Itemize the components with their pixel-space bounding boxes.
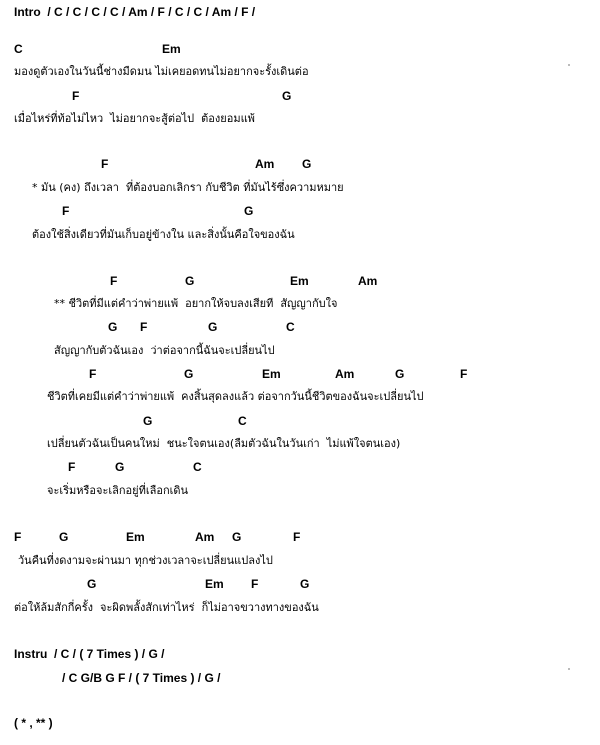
chord: G [108, 320, 118, 334]
chord: C [193, 460, 202, 474]
chord-row [0, 531, 600, 545]
chord-row [0, 158, 600, 172]
chord: C [286, 320, 295, 334]
lyric-line: ชีวิตที่เคยมีแต่คำว่าพ่ายแพ้ คงสิ้นสุดลงแล้ว ต่อจากวันนี้ชีวิตของฉันจะเปลี่ยนไป [47, 390, 424, 403]
chord-row [0, 205, 600, 219]
chord-row [0, 461, 600, 475]
chord: G [87, 577, 97, 591]
chord: Em [126, 530, 145, 544]
chord: F [293, 530, 301, 544]
chord-row [0, 90, 600, 104]
chord: G [143, 414, 153, 428]
scan-speck [568, 668, 570, 670]
chord-row [0, 43, 600, 57]
chord: Em [262, 367, 281, 381]
chord: G [208, 320, 218, 334]
chord-row [0, 578, 600, 592]
chord: G [115, 460, 125, 474]
chord: G [300, 577, 310, 591]
chord: G [185, 274, 195, 288]
lyric-line: เปลี่ยนตัวฉันเป็นคนใหม่ ชนะใจตนเอง(ลืมตัวฉันในวันเก่า ไม่แพ้ใจตนเอง) [47, 437, 401, 450]
chord: F [72, 89, 80, 103]
chord: F [89, 367, 97, 381]
chord: Em [162, 42, 181, 56]
chord: G [59, 530, 69, 544]
lyric-line: จะเริ่มหรือจะเลิกอยู่ที่เลือกเดิน [47, 484, 189, 497]
chord: Am [255, 157, 275, 171]
chord-row [0, 368, 600, 382]
chord: Em [290, 274, 309, 288]
chord: Am [195, 530, 215, 544]
chord: F [251, 577, 259, 591]
chord: G [395, 367, 405, 381]
lyric-line: ต้องใช้สิ่งเดียวที่มันเก็บอยู่ข้างใน และสิ่งนั้นคือใจของฉัน [32, 228, 295, 241]
chord: C [238, 414, 247, 428]
chord-row [0, 275, 600, 289]
lyric-line: * มัน (คง) ถึงเวลา ที่ต้องบอกเลิกรา กับชีวิต ที่มันไร้ซึ่งความหมาย [32, 181, 344, 194]
chord: Am [358, 274, 378, 288]
lyric-line: มองดูตัวเองในวันนี้ช่างมืดมน ไม่เคยอดทนไม่อยากจะรั้งเดินต่อ [14, 65, 309, 78]
chord: F [62, 204, 70, 218]
outro-line: ( * , ** ) [14, 716, 53, 730]
chord: F [110, 274, 118, 288]
chord: F [68, 460, 76, 474]
chord: G [244, 204, 254, 218]
chord-row [0, 415, 600, 429]
chord: F [14, 530, 22, 544]
lyric-line: เมื่อไหร่ที่ท้อไม่ไหว ไม่อยากจะสู้ต่อไป ต้องยอมแพ้ [14, 112, 255, 125]
chord: C [14, 42, 23, 56]
lyric-line: วันคืนที่งดงามจะผ่านมา ทุกช่วงเวลาจะเปลี่ยนแปลงไป [18, 554, 273, 567]
chord: F [140, 320, 148, 334]
intro-line: Intro / C / C / C / C / Am / F / C / C / Am / F / [14, 5, 256, 19]
chord: Em [205, 577, 224, 591]
chord: G [302, 157, 312, 171]
lyric-line: สัญญากับตัวฉันเอง ว่าต่อจากนี้ฉันจะเปลี่ยนไป [54, 344, 275, 357]
lyric-line: ** ชีวิตที่มีแต่คำว่าพ่ายแพ้ อยากให้จบลงเสียที สัญญากับใจ [54, 297, 338, 310]
chord: G [282, 89, 292, 103]
chord: F [460, 367, 468, 381]
scan-speck [568, 64, 570, 66]
instru-line: / C G/B G F / ( 7 Times ) / G / [62, 671, 221, 685]
chord: F [101, 157, 109, 171]
chord: G [232, 530, 242, 544]
chord-row [0, 321, 600, 335]
chord: Am [335, 367, 355, 381]
lyric-line: ต่อให้ล้มสักกี่ครั้ง จะผิดพลั้งสักเท่าไหร่ ก็ไม่อาจขวางทางของฉัน [14, 601, 319, 614]
chord: G [184, 367, 194, 381]
instru-line: Instru / C / ( 7 Times ) / G / [14, 647, 165, 661]
